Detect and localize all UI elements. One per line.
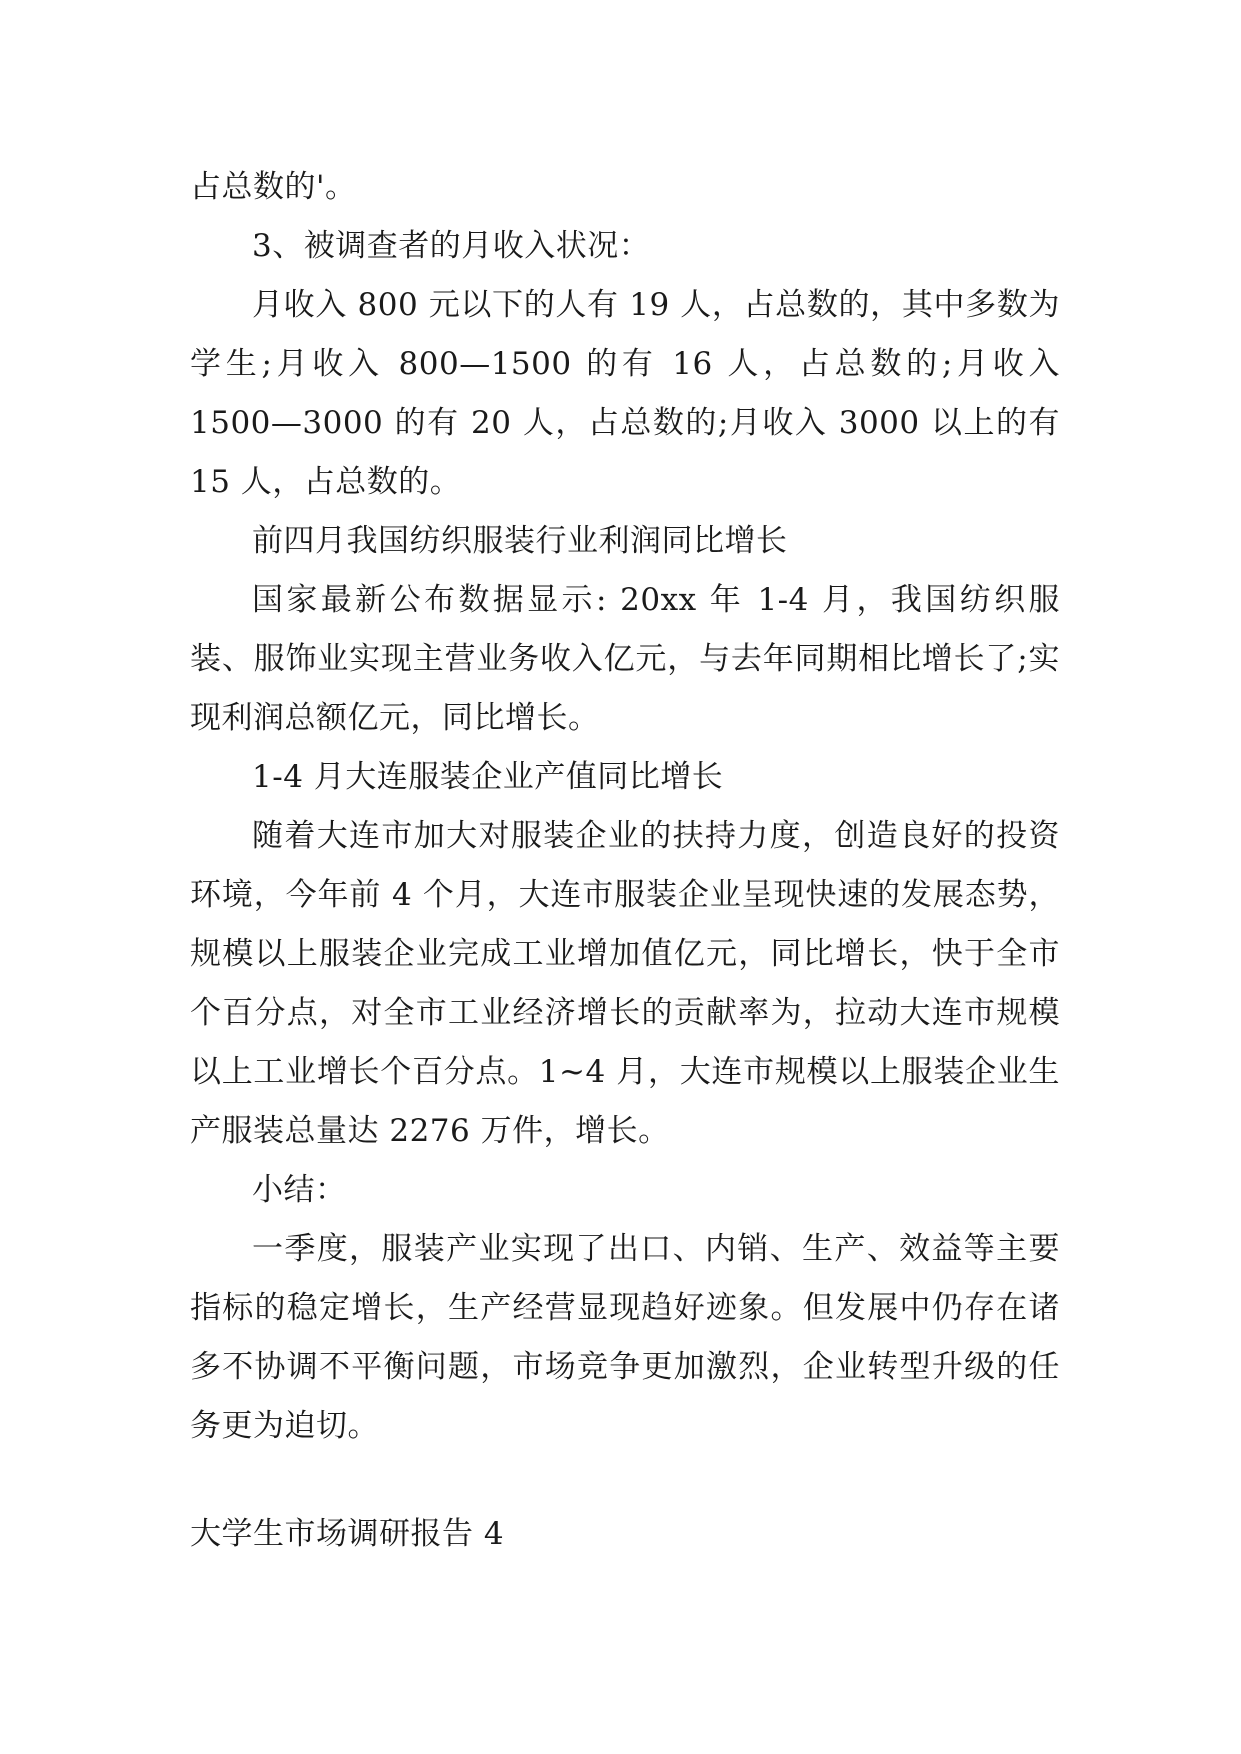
section-title: 大学生市场调研报告 4 [190,1516,505,1552]
paragraph-textile-heading: 前四月我国纺织服装行业利润同比增长 [252,523,788,559]
paragraph-dalian-heading: 1-4 月大连服装企业产值同比增长 [252,759,724,795]
paragraph-summary-heading: 小结： [252,1172,347,1208]
paragraph-summary-details: 一季度，服装产业实现了出口、内销、生产、效益等主要指标的稳定增长，生产经营显现趋好迹象。但发展中仍存在诸多不协调不平衡问题，市场竞争更加激烈，企业转型升级的任务更为迫切。 [190,1231,1060,1444]
paragraph-income-heading: 3、被调查者的月收入状况： [252,228,651,264]
paragraph-dalian-details: 随着大连市加大对服装企业的扶持力度，创造良好的投资环境，今年前 4 个月，大连市服装企业呈现快速的发展态势，规模以上服装企业完成工业增加值亿元，同比增长，快于全市个百分点，对全市工业经济增长的贡献率为，拉动大连市规模以上工业增长个百分点。1~4 月，大连市规模以上服装企业生产服装总量达 2276 万件，增长。 [190,818,1060,1149]
document-body [190,158,1060,1456]
paragraph-textile-details: 国家最新公布数据显示: 20xx 年 1-4 月，我国纺织服装、服饰业实现主营业务收入亿元，与去年同期相比增长了;实现利润总额亿元，同比增长。 [190,582,1060,736]
paragraph-income-details: 月收入 800 元以下的人有 19 人，占总数的，其中多数为学生;月收入 800—1500 的有 16 人，占总数的;月收入 1500—3000 的有 20 人，占总数的;月收入 3000 以上的有 15 人，占总数的。 [190,287,1060,500]
paragraph-continuation: 占总数的'。 [190,169,357,205]
